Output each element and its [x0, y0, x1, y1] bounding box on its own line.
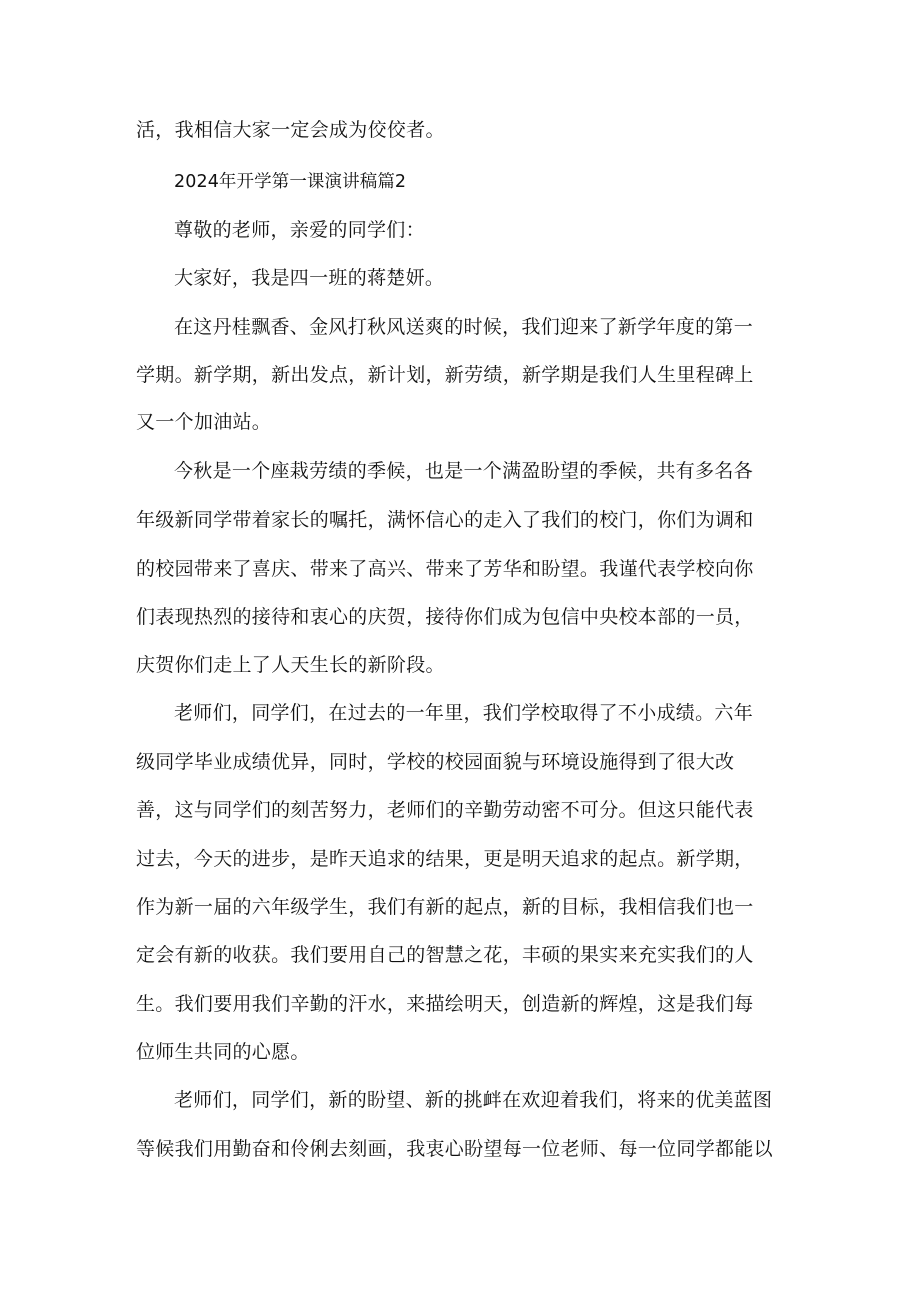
paragraph-3-line-6: 定会有新的收获。我们要用自己的智慧之花，丰硕的果实来充实我们的人 — [136, 944, 754, 966]
paragraph-1-line-1: 在这丹桂飘香、金风打秋风送爽的时候，我们迎来了新学年度的第一 — [174, 316, 754, 338]
paragraph-2-line-2: 年级新同学带着家长的嘱托，满怀信心的走入了我们的校门，你们为调和 — [136, 509, 754, 531]
paragraph-3-line-7: 生。我们要用我们辛勤的汗水，来描绘明天，创造新的辉煌，这是我们每 — [136, 993, 754, 1015]
paragraph-4-line-1: 老师们，同学们，新的盼望、新的挑衅在欢迎着我们，将来的优美蓝图 — [174, 1089, 773, 1111]
paragraph-3-line-5: 作为新一届的六年级学生，我们有新的起点，新的目标，我相信我们也一 — [136, 896, 754, 918]
paragraph-3-line-4: 过去，今天的进步，是昨天追求的结果，更是明天追求的起点。新学期， — [136, 848, 754, 870]
paragraph-1-line-3: 又一个加油站。 — [136, 411, 272, 433]
paragraph-2-line-5: 庆贺你们走上了人天生长的新阶段。 — [136, 654, 445, 676]
paragraph-2-line-4: 们表现热烈的接待和衷心的庆贺，接待你们成为包信中央校本部的一员， — [136, 606, 754, 628]
paragraph-fragment-end: 活，我相信大家一定会成为佼佼者。 — [136, 119, 445, 141]
paragraph-1-line-2: 学期。新学期，新出发点，新计划，新劳绩，新学期是我们人生里程碑上 — [136, 364, 754, 386]
salutation: 尊敬的老师，亲爱的同学们： — [174, 219, 425, 241]
section-title: 2024年开学第一课演讲稿篇2 — [174, 172, 407, 192]
paragraph-4-line-2: 等候我们用勤奋和伶俐去刻画，我衷心盼望每一位老师、每一位同学都能以 — [136, 1138, 773, 1160]
paragraph-2-line-1: 今秋是一个座栽劳绩的季候，也是一个满盈盼望的季候，共有多名各 — [174, 460, 754, 482]
paragraph-3-line-8: 位师生共同的心愿。 — [136, 1041, 310, 1063]
paragraph-3-line-1: 老师们，同学们，在过去的一年里，我们学校取得了不小成绩。六年 — [174, 702, 754, 724]
greeting: 大家好，我是四一班的蒋楚妍。 — [174, 267, 445, 289]
paragraph-2-line-3: 的校园带来了喜庆、带来了高兴、带来了芳华和盼望。我谨代表学校向你 — [136, 558, 754, 580]
paragraph-3-line-3: 善，这与同学们的刻苦努力，老师们的辛勤劳动密不可分。但这只能代表 — [136, 799, 754, 821]
paragraph-3-line-2: 级同学毕业成绩优异，同时，学校的校园面貌与环境设施得到了很大改 — [136, 751, 735, 773]
